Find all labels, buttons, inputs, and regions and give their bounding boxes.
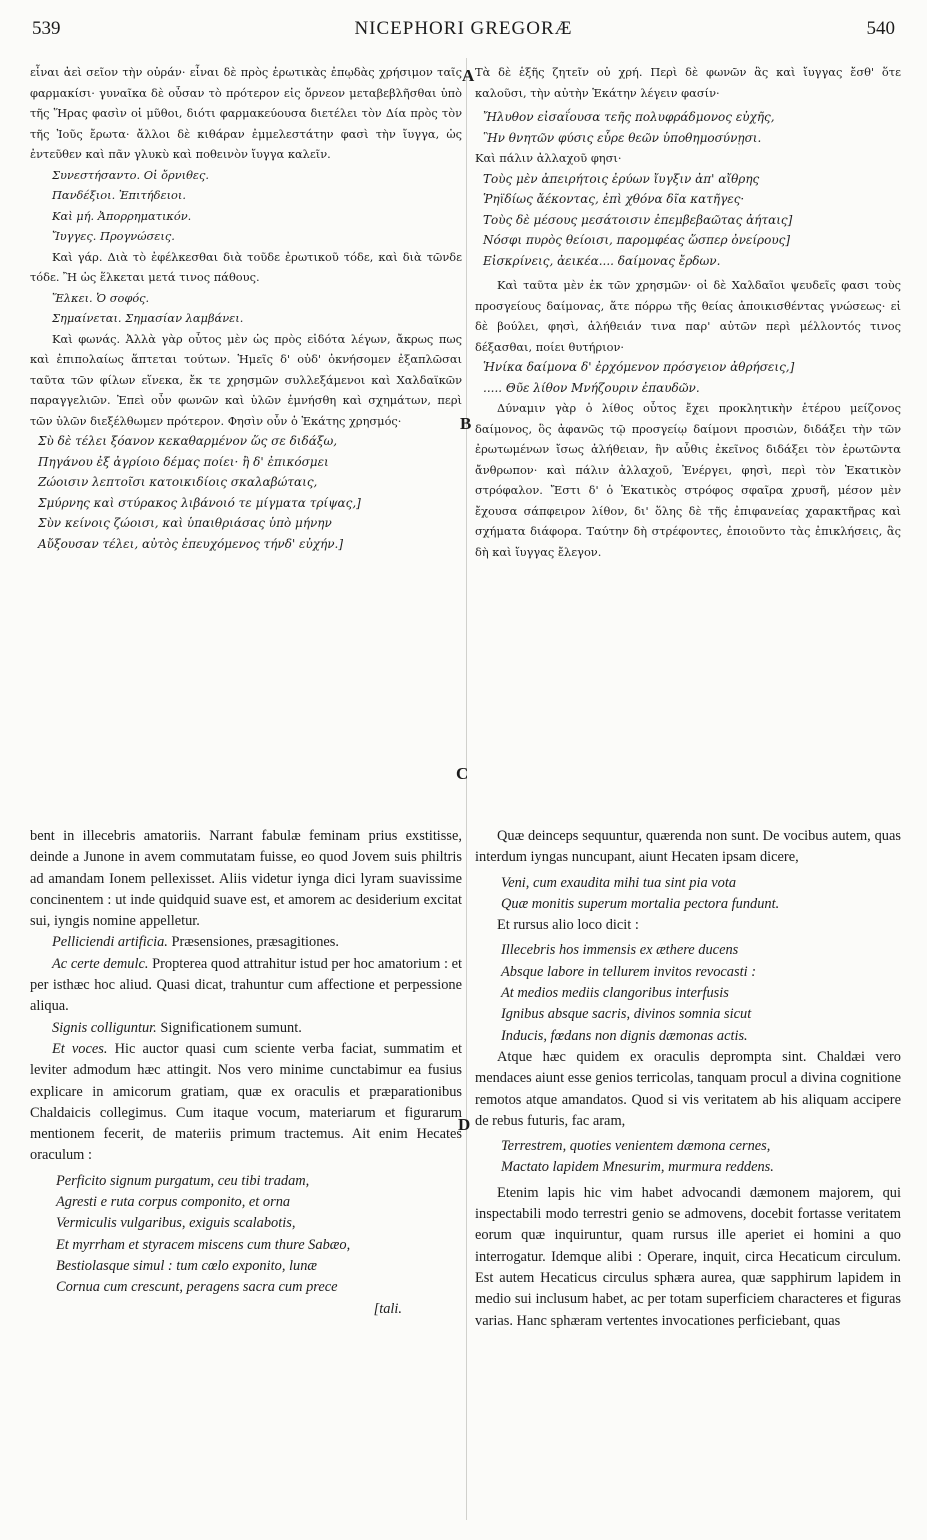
running-title: NICEPHORI GREGORÆ (354, 18, 573, 39)
latin-verse: Perficito signum purgatum, ceu tibi tradam, (56, 1172, 310, 1189)
latin-paragraph: bent in illecebris amatoriis. Narrant fabulæ feminam prius exstitisse, deinde a Junone in avem commutatam fuisse, eo quod Jovem suis philtris ad amandam Ionem pellexisset. Aliis videtur iynga dici lyram suavissime concinentem : ut inde quidquid suave est, et amorem ac desiderium excitat sui, iyngis nomine appelletur. (30, 828, 462, 930)
latin-text-left (30, 826, 462, 1516)
latin-verse: [tali. (373, 1300, 402, 1317)
latin-paragraph (30, 1018, 462, 1039)
latin-verse: Et myrrham et styracem miscens cum thure Sabæo, (56, 1236, 351, 1253)
gloss: Præsensiones, præsagitiones. (167, 934, 339, 951)
greek-paragraph: Καὶ φωνάς. Ἀλλὰ γὰρ οὗτος μὲν ὡς πρὸς εἰδότα λέγων, ἄκρως πως καὶ ἐπιπολαίως ἅπτεται τούτων. Ἡμεῖς δ' οὐδ' ὀκνήσομεν ἐξαπλῶσαι ταῦτα τῶν φίλων εἵνεκα, ἔκ τε χρησμῶν συλλεξάμενοι καὶ Χαλδαϊκῶν παραγγελιῶν. Ἐπεὶ οὖν φωνῶν καὶ ὑλῶν ἐμνήσθη καὶ σχημάτων, περὶ τῶν ὑλῶν διεξέλθωμεν πρότερον. Φησὶν οὖν ὁ Ἑκάτης χρησμός· (30, 331, 462, 428)
scholion-line: Πανδέξιοι. Ἐπιτήδειοι. (52, 188, 187, 202)
gloss: Significationem sumunt. (156, 1019, 302, 1036)
oracle-verse: Σὺ δὲ τέλει ξόανον κεκαθαρμένον ὥς σε διδάξω, (38, 434, 338, 448)
oracle-verse: Σμύρνης καὶ στύρακος λιβάνοιό τε μίγματα τρίψας,] (38, 495, 361, 510)
scholion-line: Σημαίνεται. Σημασίαν λαμβάνει. (52, 311, 244, 325)
latin-verse: Bestiolasque simul : tum cœlo exponito, lunæ (56, 1257, 318, 1274)
margin-marker-b: B (460, 414, 472, 433)
oracle-verse: Ῥηϊδίως ἄέκοντας, ἐπὶ χθόνα δῖα κατῆγες· (483, 192, 745, 206)
latin-paragraph (30, 954, 462, 1018)
lemma: Et voces. (52, 1040, 108, 1057)
latin-paragraph: Atque hæc quidem ex oraculis deprompta sint. Chaldæi vero mendaces aiunt esse genios terricolas, tanquam procul a divina cognitione remotos atque amandatos. Quod si vis veritatem ab his aliquam accipere de rebus futuris, fac aram, (475, 1048, 901, 1129)
latin-verse: Absque labore in tellurem invitos revocasti : (501, 963, 756, 980)
gloss: Hic auctor quasi cum sciente verba faciat, summatim et leviter admodum hæc attingit. Nos vero minime cunctabimur ea fusius explicare in amicorum gratiam, quæ ex oraculis et præparationibus Chaldaicis collegimus. Cum itaque vocum, materiarum et figurarum mentionem fecerit, de materiis primum tractemus. Ait enim Hecates oraculum : (30, 1040, 462, 1164)
greek-paragraph: Καὶ ταῦτα μὲν ἐκ τῶν χρησμῶν· οἱ δὲ Χαλδαῖοι ψευδεῖς φασι τοὺς προσγείους δαίμονας, ἅτε πόρρω τῆς θείας ἀποικισθέντας γνώσεως· εἰ δὲ βούλει, φησὶ, ἀλήθειάν τινα παρ' αὐτῶν περὶ μέλλοντός τινος δέξασθαι, ποίει θυτήριον· (475, 278, 901, 354)
greek-paragraph: Τὰ δὲ ἑξῆς ζητεῖν οὐ χρή. Περὶ δὲ φωνῶν ἃς καὶ ἴυγγας ἔσθ' ὅτε καλοῦσι, τὴν αὐτὴν Ἑκάτην λέγειν φασίν· (475, 65, 901, 100)
oracle-verse: Αὔξουσαν τέλει, αὐτὸς ἐπευχόμενος τήνδ' εὐχήν.] (38, 536, 344, 551)
latin-verse: Agresti e ruta corpus componito, et orna (56, 1194, 291, 1211)
lemma: Signis colliguntur. (52, 1019, 157, 1036)
oracle-verse: Τοὺς δὲ μέσους μεσάτοισιν ἐπεμβεβαῶτας ἀήταις] (483, 212, 793, 227)
latin-verse: Mactato lapidem Mnesurim, murmura reddens. (501, 1159, 774, 1176)
scholion-line: Συνεστήσαντο. Οἱ ὄρνιθες. (52, 167, 210, 182)
oracle-verse: Νόσφι πυρὸς θείοισι, παρομφέας ὥσπερ ὀνείρους] (483, 233, 791, 247)
margin-marker-c: C (456, 764, 469, 783)
latin-verse: Ignibus absque sacris, divinos somnia sicut (501, 1006, 752, 1023)
scholion-line: Καὶ μή. Ἀπορρηματικόν. (52, 208, 192, 223)
oracle-verse: Ἣν θνητῶν φύσις εὗρε θεῶν ὑποθημοσύνῃσι. (483, 130, 762, 145)
scholion-line: Ἴυγγες. Προγνώσεις. (52, 229, 175, 243)
latin-verse: Veni, cum exaudita mihi tua sint pia vota (501, 874, 737, 891)
latin-verse: At medios mediis clangoribus interfusis (501, 985, 729, 1002)
latin-verse: Quæ monitis superum mortalia pectora fundunt. (501, 895, 780, 912)
latin-verse: Vermiculis vulgaribus, exiguis scalabotis, (56, 1215, 296, 1232)
latin-paragraph (30, 1039, 462, 1167)
latin-paragraph (30, 932, 462, 953)
greek-text-right (475, 62, 901, 822)
oracle-verse: Ἤλυθον εἰσαΐουσα τεῆς πολυφράδμονος εὐχῆς, (483, 110, 775, 124)
greek-paragraph: Δύναμιν γὰρ ὁ λίθος οὗτος ἔχει προκλητικὴν ἑτέρου μείζονος δαίμονος, ὃς ἀφανῶς τῷ προσγείῳ δαίμονι προσιὼν, διδάξει τὴν τῶν ἐρωτωμένων ἴσως ἀλήθειαν, ἣν αὖθις ἐκεῖνος διδάξει τὸν ἐρωτῶντα ἄνθρωπον· καὶ πάλιν ἀλλαχοῦ, Ἐνέργει, φησὶ, περὶ τὸν Ἑκατικὸν στρόφαλον. Ἔστι δ' ὁ Ἑκατικὸς στρόφος σφαῖρα χρυσῆ, μέσον μὲν ἔχουσα σάπφειρον λίθον, δι' ὅλης δὲ τῆς ἐπιφανείας χαρακτῆρας καὶ σχήματα διάφορα. Ταύτην δὴ στρέφοντες, ἐποιοῦντο τὰς ἐπικλήσεις, ἃς δὴ καὶ ἴυγγας ἔλεγον. (475, 401, 901, 559)
margin-marker-d: D (458, 1115, 471, 1134)
page-header (32, 14, 895, 48)
margin-marker-a: A (462, 66, 475, 85)
latin-paragraph: Et rursus alio loco dicit : (497, 917, 639, 934)
greek-paragraph: Καὶ πάλιν ἀλλαχοῦ φησι· (475, 151, 622, 165)
latin-verse: Cornua cum crescunt, peragens sacra cum prece (56, 1279, 338, 1296)
latin-verse: Terrestrem, quoties venientem dæmona cernes, (501, 1138, 771, 1155)
page-number-right: 540 (866, 18, 895, 39)
latin-verse: Illecebris hos immensis ex æthere ducens (501, 942, 739, 959)
latin-paragraph: Etenim lapis hic vim habet advocandi dæmonem majorem, qui inspectabili modo terrestri genio se admovens, docebit fortasse veritatem eorum quæ inquiruntur, quam rursus ille aperiet ei homini a quo interrogatur. Idemque alibi : Operare, inquit, circa Hecaticum circulum. Est autem Hecaticus circulus sphæra aurea, quæ sapphirum lapidem in medio sui inclusum habet, ac per totam superficiem characteres et figuras varias. Hanc sphæram vertentes invocationes perficiebant, quas (475, 1184, 901, 1329)
lemma: Ac certe demulc. (52, 955, 149, 972)
lemma: Pelliciendi artificia. (52, 934, 168, 951)
greek-paragraph: εἶναι ἀεὶ σεῖον τὴν οὐράν· εἶναι δὲ πρὸς ἐρωτικὰς ἐπῳδὰς χρήσιμον ταῖς φαρμακίσι· γυναῖκα δὲ οὖσαν τὸ πρότερον εἰς ὄρνεον μεταβεβλῆσθαι ὑπὸ τῆς Ἥρας φασὶν οἱ μῦθοι, διότι φαρμακεύουσα διετέλει τὸν Δία πρὸς τὸν τῆς Ἰοῦς ἔρωτα· ἄλλοι δὲ κιθάραν ἐμμελεστάτην φασὶ τὴν ἴυγγα, ὡς ἐντεῦθεν καὶ πᾶν γλυκὺ καὶ ποθεινὸν ἴυγγα καλεῖν. (30, 65, 462, 161)
oracle-verse: Σὺν κείνοις ζώοισι, καὶ ὑπαιθριάσας ὑπὸ μήνην (38, 516, 332, 530)
oracle-verse: Τοὺς μὲν ἀπειρήτοις ἐρύων ἴυγξιν ἀπ' αἴθρης (483, 171, 760, 186)
column-divider (466, 58, 467, 1520)
scholion-line: Ἕλκει. Ὁ σοφός. (52, 290, 150, 305)
greek-text-left (30, 62, 462, 822)
greek-paragraph: Καὶ γάρ. Διὰ τὸ ἐφέλκεσθαι διὰ τοῦδε ἐρωτικοῦ τόδε, καὶ διὰ τῶνδε τόδε. Ἢ ὡς ἕλκεται μετά τινος πάθους. (30, 249, 462, 284)
latin-verse: Inducis, fœdans non dignis dæmonas actis. (501, 1027, 748, 1044)
oracle-verse: Ἡνίκα δαίμονα δ' ἐρχόμενον πρόσγειον ἀθρήσεις,] (483, 360, 795, 374)
oracle-verse: ..... Θῦε λίθον Μνήζουριν ἐπαυδῶν. (483, 380, 700, 395)
oracle-verse: Εἰσκρίνεις, ἀεικέα.... δαίμονας ἔρδων. (483, 253, 721, 268)
latin-paragraph: Quæ deinceps sequuntur, quærenda non sunt. De vocibus autem, quas interdum iyngas nuncupant, aiunt Hecaten ipsam dicere, (475, 828, 901, 866)
oracle-verse: Ζώοισιν λεπτοῖσι κατοικιδίοις σκαλαβώταις, (38, 475, 318, 489)
gloss: Propterea quod attrahitur istud per hoc amatorium : et per isthæc hoc aliud. Quasi dicat, trahuntur cum affectione et perpessione aliqua. (30, 955, 462, 1015)
latin-text-right (475, 826, 901, 1516)
oracle-verse: Πηγάνου ἐξ ἀγρίοιο δέμας ποίει· ἢ δ' ἐπικόσμει (38, 454, 329, 469)
page-number-left: 539 (32, 18, 61, 39)
